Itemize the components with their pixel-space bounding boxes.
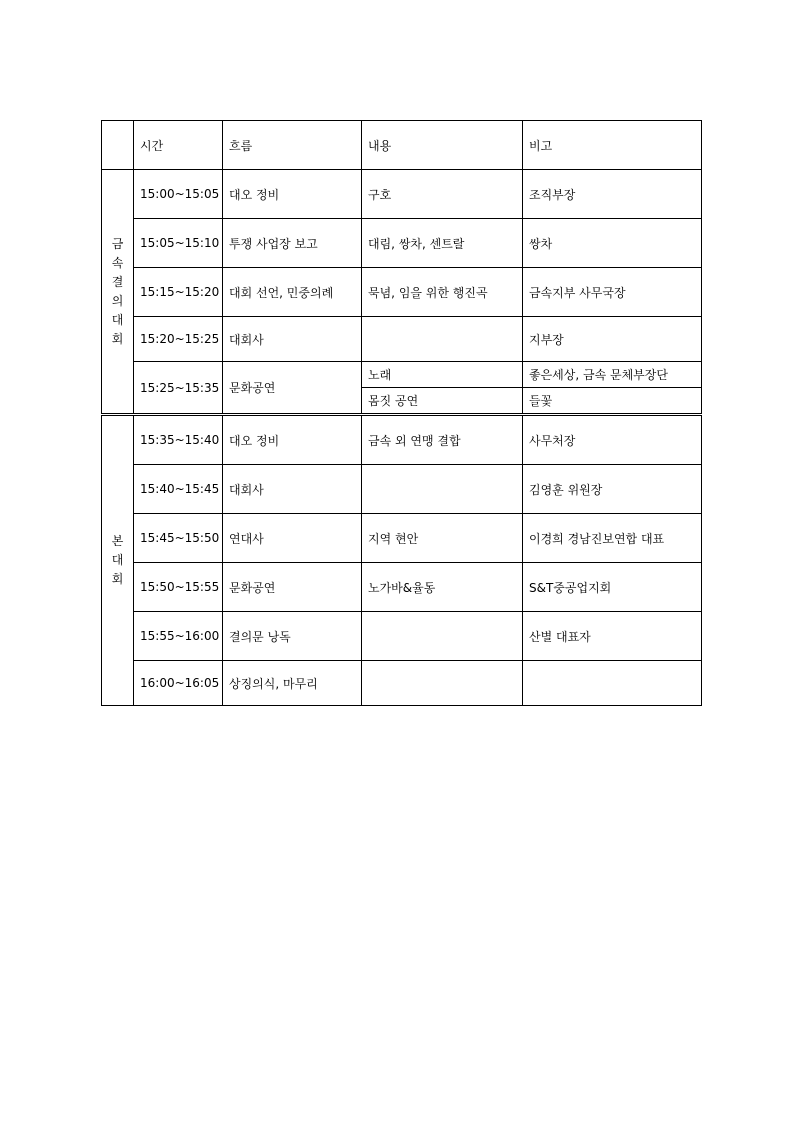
note-cell bbox=[523, 661, 702, 706]
content-cell bbox=[362, 317, 523, 362]
section-label-char: 회 bbox=[111, 572, 124, 586]
flow-cell: 결의문 낭독 bbox=[223, 612, 362, 661]
note-cell: 들꽃 bbox=[523, 388, 702, 415]
time-cell: 15:35~15:40 bbox=[134, 415, 223, 465]
flow-cell: 대회 선언, 민중의례 bbox=[223, 268, 362, 317]
section-label-char: 결 bbox=[111, 274, 124, 289]
section-label-char: 본 bbox=[111, 534, 124, 548]
header-content: 내용 bbox=[362, 121, 523, 170]
flow-cell: 문화공연 bbox=[223, 563, 362, 612]
section-label-char: 대 bbox=[111, 312, 124, 327]
note-cell: 김영훈 위원장 bbox=[523, 465, 702, 514]
note-cell: 쌍차 bbox=[523, 219, 702, 268]
table-row bbox=[102, 514, 702, 563]
flow-cell: 문화공연 bbox=[223, 362, 362, 415]
content-cell: 대림, 쌍차, 센트랄 bbox=[362, 219, 523, 268]
note-cell: 지부장 bbox=[523, 317, 702, 362]
table-row bbox=[102, 170, 702, 219]
content-cell: 구호 bbox=[362, 170, 523, 219]
flow-cell: 대회사 bbox=[223, 317, 362, 362]
note-cell: S&T중공업지회 bbox=[523, 563, 702, 612]
content-cell bbox=[362, 612, 523, 661]
header-note: 비고 bbox=[523, 121, 702, 170]
flow-cell: 대오 정비 bbox=[223, 170, 362, 219]
table-row bbox=[102, 317, 702, 362]
table-row bbox=[102, 415, 702, 465]
note-cell: 이경희 경남진보연합 대표 bbox=[523, 514, 702, 563]
section-label-char: 의 bbox=[111, 293, 124, 308]
flow-cell: 연대사 bbox=[223, 514, 362, 563]
header-row bbox=[102, 121, 702, 170]
section-label-char: 속 bbox=[111, 255, 124, 270]
section-label-char: 대 bbox=[111, 553, 124, 567]
time-cell: 15:55~16:00 bbox=[134, 612, 223, 661]
content-cell bbox=[362, 661, 523, 706]
flow-cell: 상징의식, 마무리 bbox=[223, 661, 362, 706]
content-cell: 금속 외 연맹 결합 bbox=[362, 415, 523, 465]
table-row bbox=[102, 362, 702, 388]
section-label-2 bbox=[102, 415, 134, 706]
content-cell: 몸짓 공연 bbox=[362, 388, 523, 415]
note-cell: 사무처장 bbox=[523, 415, 702, 465]
content-cell bbox=[362, 465, 523, 514]
time-cell: 15:15~15:20 bbox=[134, 268, 223, 317]
content-cell: 노가바&율동 bbox=[362, 563, 523, 612]
table-row bbox=[102, 268, 702, 317]
time-cell: 16:00~16:05 bbox=[134, 661, 223, 706]
time-cell: 15:00~15:05 bbox=[134, 170, 223, 219]
header-time: 시간 bbox=[134, 121, 223, 170]
schedule-table bbox=[101, 120, 702, 706]
flow-cell: 대회사 bbox=[223, 465, 362, 514]
table-row bbox=[102, 465, 702, 514]
section-label-char: 회 bbox=[111, 331, 124, 346]
time-cell: 15:05~15:10 bbox=[134, 219, 223, 268]
header-flow: 흐름 bbox=[223, 121, 362, 170]
section-label-1 bbox=[102, 170, 134, 415]
note-cell: 조직부장 bbox=[523, 170, 702, 219]
time-cell: 15:25~15:35 bbox=[134, 362, 223, 415]
header-corner-cell bbox=[102, 121, 134, 170]
table-row bbox=[102, 612, 702, 661]
time-cell: 15:40~15:45 bbox=[134, 465, 223, 514]
section-label-char: 금 bbox=[111, 236, 124, 251]
table-row bbox=[102, 563, 702, 612]
time-cell: 15:50~15:55 bbox=[134, 563, 223, 612]
table-row bbox=[102, 661, 702, 706]
note-cell: 좋은세상, 금속 문체부장단 bbox=[523, 362, 702, 388]
note-cell: 산별 대표자 bbox=[523, 612, 702, 661]
content-cell: 지역 현안 bbox=[362, 514, 523, 563]
content-cell: 묵념, 임을 위한 행진곡 bbox=[362, 268, 523, 317]
time-cell: 15:45~15:50 bbox=[134, 514, 223, 563]
flow-cell: 대오 정비 bbox=[223, 415, 362, 465]
content-cell: 노래 bbox=[362, 362, 523, 388]
flow-cell: 투쟁 사업장 보고 bbox=[223, 219, 362, 268]
time-cell: 15:20~15:25 bbox=[134, 317, 223, 362]
note-cell: 금속지부 사무국장 bbox=[523, 268, 702, 317]
table-row bbox=[102, 219, 702, 268]
